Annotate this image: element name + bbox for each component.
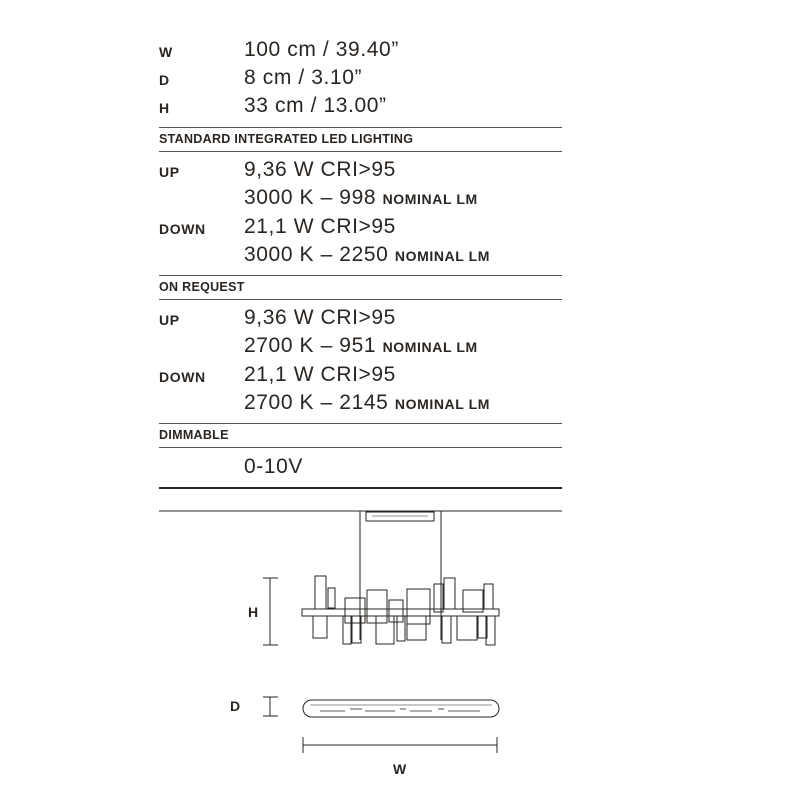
dimmable-value: 0-10V xyxy=(244,455,304,478)
standard-down-line1: 21,1 W CRI>95 xyxy=(244,215,396,238)
dim-label-d: D xyxy=(159,72,170,88)
on-request-up-line1: 9,36 W CRI>95 xyxy=(244,306,396,329)
fixture-plan-view xyxy=(303,700,499,717)
fixture-front-view xyxy=(302,576,499,645)
width-dimension xyxy=(303,737,497,753)
on-request-up-lumens: 2700 K – 951 xyxy=(244,334,377,357)
on-request-heading: ON REQUEST xyxy=(159,280,245,294)
on-request-up-unit: NOMINAL LM xyxy=(382,339,478,355)
dim-value-d: 8 cm / 3.10” xyxy=(244,66,363,89)
drawing-label-h: H xyxy=(248,604,259,620)
standard-heading: STANDARD INTEGRATED LED LIGHTING xyxy=(159,132,414,146)
on-request-down-line1: 21,1 W CRI>95 xyxy=(244,363,396,386)
dim-value-w: 100 cm / 39.40” xyxy=(244,38,399,61)
standard-up-label: UP xyxy=(159,164,180,180)
drawing-label-w: W xyxy=(393,761,407,777)
standard-up-line1: 9,36 W CRI>95 xyxy=(244,158,396,181)
dim-value-h: 33 cm / 13.00” xyxy=(244,94,387,117)
on-request-down-lumens: 2700 K – 2145 xyxy=(244,391,389,414)
standard-down-unit: NOMINAL LM xyxy=(394,248,491,264)
dimmable-heading: DIMMABLE xyxy=(159,428,229,442)
on-request-down-label: DOWN xyxy=(159,369,206,385)
on-request-up-label: UP xyxy=(159,312,180,328)
dim-label-w: W xyxy=(159,44,173,60)
standard-up-unit: NOMINAL LM xyxy=(382,191,478,207)
dim-label-h: H xyxy=(159,100,170,116)
depth-dimension xyxy=(263,697,278,716)
standard-down-label: DOWN xyxy=(159,221,206,237)
canopy xyxy=(366,512,434,521)
drawing-label-d: D xyxy=(230,698,241,714)
height-dimension xyxy=(263,578,278,645)
standard-up-lumens: 3000 K – 998 xyxy=(244,186,377,209)
on-request-down-unit: NOMINAL LM xyxy=(394,396,491,412)
standard-down-lumens: 3000 K – 2250 xyxy=(244,243,389,266)
